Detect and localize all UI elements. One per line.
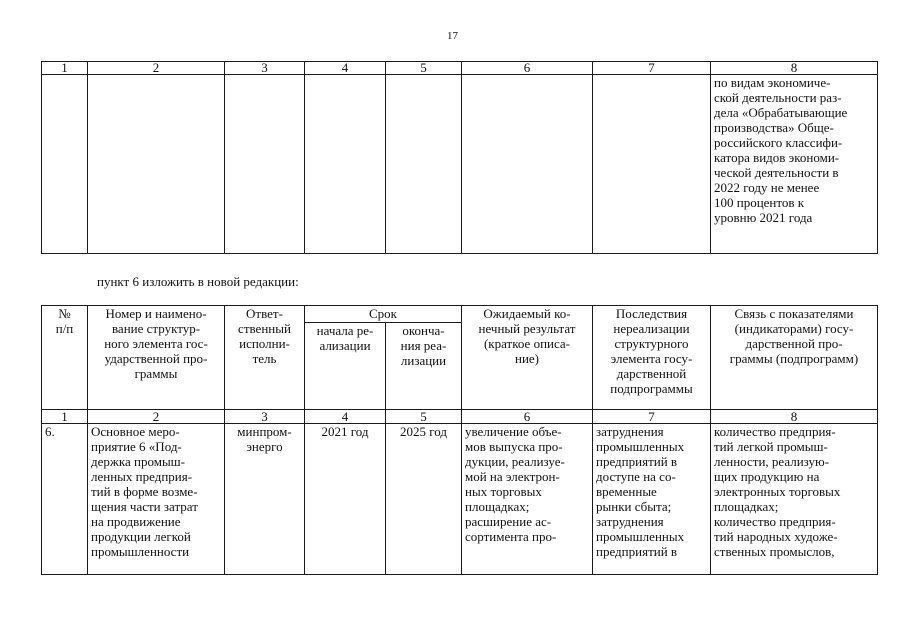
header-number: № п/п [42, 306, 88, 410]
header-term: Срок [305, 306, 462, 323]
empty-cell [462, 75, 593, 254]
program-table [41, 305, 878, 575]
header-result: Ожидаемый ко- нечный результат (краткое описа- ние) [462, 306, 593, 410]
row-name: Основное меро- приятие 6 «Под- держка промыш- ленных предприя- тий в форме возме- щения части затрат на продвижение продукции легкой промышленности [88, 424, 225, 575]
column-number-row [42, 62, 878, 75]
row-responsible: минпром- энерго [225, 424, 305, 575]
column-number: 2 [88, 62, 225, 75]
column-number: 6 [462, 410, 593, 424]
empty-cell [225, 75, 305, 254]
column-number: 4 [305, 62, 386, 75]
column-number: 3 [225, 410, 305, 424]
continuation-row [42, 75, 878, 254]
empty-cell [305, 75, 386, 254]
column-number: 4 [305, 410, 386, 424]
header-responsible: Ответ- ственный исполни- тель [225, 306, 305, 410]
row-number: 6. [42, 424, 88, 575]
amendment-paragraph: пункт 6 изложить в новой редакции: [97, 274, 299, 289]
column-number: 6 [462, 62, 593, 75]
header-name: Номер и наимено- вание структур- ного элемента гос- ударственной про- граммы [88, 306, 225, 410]
page-number: 17 [447, 30, 458, 42]
column-number: 3 [225, 62, 305, 75]
header-consequences: Последствия нереализации структурного элемента госу- дарственной подпрограммы [593, 306, 711, 410]
column-number: 7 [593, 62, 711, 75]
column-number: 5 [386, 410, 462, 424]
indicator-continuation-text: по видам экономиче- ской деятельности раз- дела «Обрабатывающие производства» Обще- российского классифи- катора видов экономи- ческой деятельности в 2022 году не менее 100 процентов к уровню 2021 года [711, 75, 878, 254]
empty-cell [386, 75, 462, 254]
column-number: 5 [386, 62, 462, 75]
column-number: 8 [711, 62, 878, 75]
column-number: 2 [88, 410, 225, 424]
continuation-table [41, 61, 878, 254]
column-number: 1 [42, 410, 88, 424]
empty-cell [42, 75, 88, 254]
column-number: 1 [42, 62, 88, 75]
column-number: 7 [593, 410, 711, 424]
row-term-end: 2025 год [386, 424, 462, 575]
table-row [42, 424, 878, 575]
header-term-end: оконча- ния реа- лизации [386, 323, 462, 410]
row-result: увеличение объе- мов выпуска про- дукции, реализуе- мой на электрон- ных торговых площадках; расширение ас- сортимента про- [462, 424, 593, 575]
header-indicators: Связь с показателями (индикаторами) госу- дарственной про- граммы (подпрограмм) [711, 306, 878, 410]
header-term-start: начала ре- ализации [305, 323, 386, 410]
row-consequences: затруднения промышленных предприятий в доступе на со- временные рынки сбыта; затруднения промышленных предприятий в [593, 424, 711, 575]
row-term-start: 2021 год [305, 424, 386, 575]
column-number: 8 [711, 410, 878, 424]
header-row [42, 306, 878, 323]
empty-cell [593, 75, 711, 254]
row-indicators: количество предприя- тий легкой промыш- ленности, реализую- щих продукцию на электронных торговых площадках; количество предприя- тий народных художе- ственных промыслов, [711, 424, 878, 575]
column-number-row [42, 410, 878, 424]
empty-cell [88, 75, 225, 254]
